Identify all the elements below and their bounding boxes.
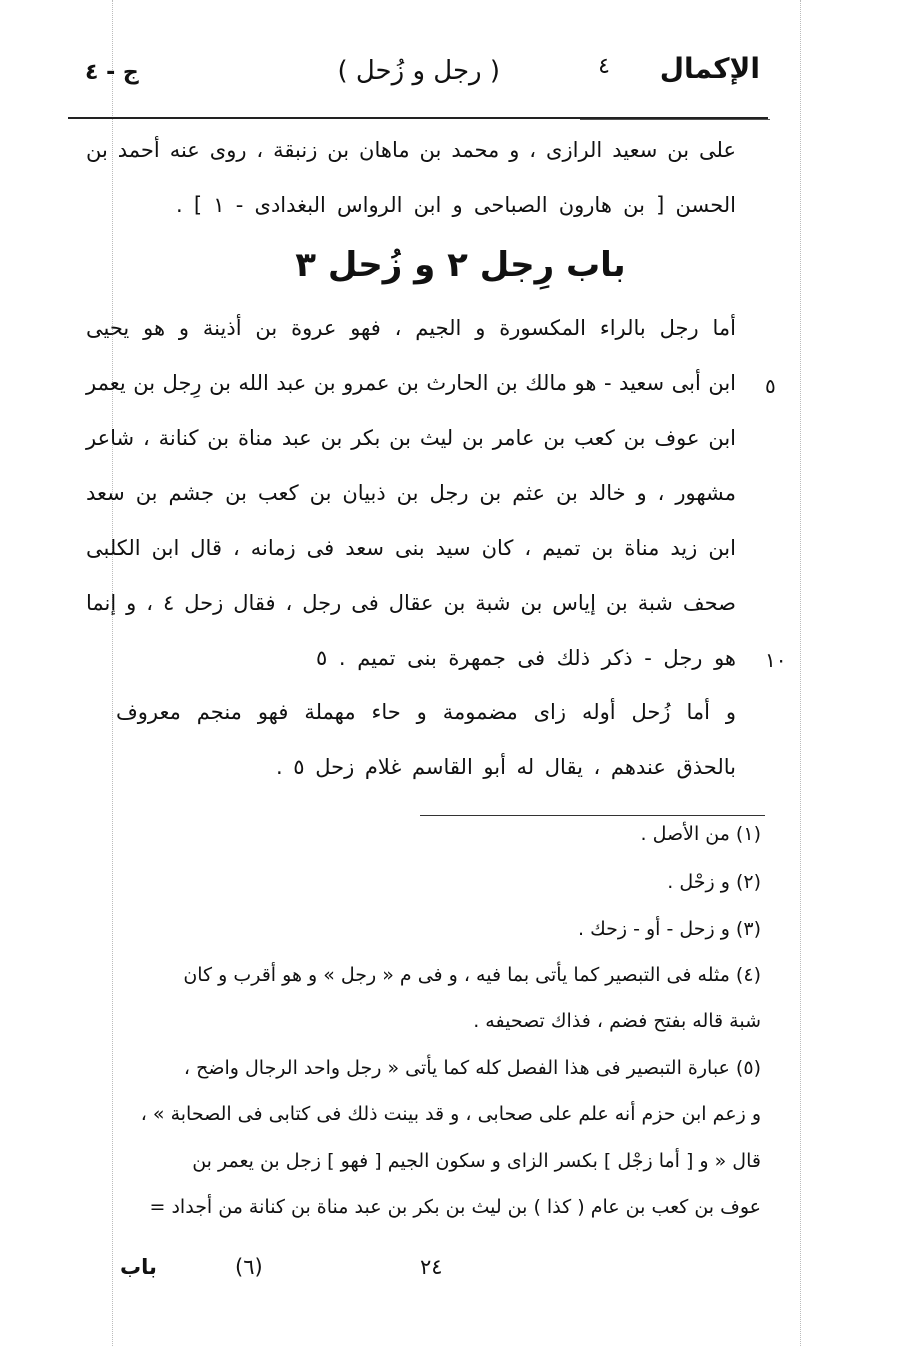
- running-header: [85, 52, 760, 102]
- scan-edge-right: [800, 0, 807, 1346]
- catchword: باب: [120, 1255, 157, 1279]
- para1-line-6: صحف شبة بن إياس بن شبة بن عقال فى رجل ، فقال زحل ٤ ، و إنما: [86, 591, 736, 615]
- para1-line-4: مشهور ، و خالد بن عثم بن رجل بن ذبيان بن كعب بن جشم بن سعد: [86, 481, 736, 505]
- footnote-5-cont-3: عوف بن كعب بن عام ( كذا ) بن ليث بن بكر بن عبد مناة بن كنانة من أجداد =: [149, 1196, 761, 1218]
- section-title: ( رجل و زُحل ): [337, 56, 500, 86]
- footnote-4-cont: شبة قاله بفتح فضم ، فذاك تصحيفه .: [473, 1010, 761, 1032]
- line-number-5: ٥: [765, 374, 776, 398]
- line-number-10: ١٠: [765, 648, 787, 672]
- footnote-3: (٣) و زحل - أو - زحك .: [578, 918, 761, 940]
- signature-mark: (٦): [235, 1255, 263, 1279]
- para2-line-1: و أما زُحل أوله زاى مضمومة و حاء مهملة فهو منجم معروف: [116, 700, 736, 724]
- footnote-5-cont-1: و زعم ابن حزم أنه علم على صحابى ، و قد بينت ذلك فى كتابى فى الصحابة » ،: [140, 1103, 761, 1125]
- para1-line-3: ابن عوف بن كعب بن عامر بن ليث بن بكر بن عبد مناة بن كنانة ، شاعر: [86, 426, 736, 450]
- page-footer: [100, 1255, 760, 1285]
- footnote-2: (٢) و زحْل .: [667, 871, 761, 893]
- para1-line-2: ابن أبى سعيد - هو مالك بن الحارث بن عمرو بن عبد الله بن رِجل بن يعمر: [86, 371, 736, 395]
- page-number: ٢٤: [420, 1255, 443, 1279]
- volume-number: ج - ٤: [85, 60, 139, 85]
- para1-line-7: هو رجل - ذكر ذلك فى جمهرة بنى تميم . ٥: [316, 646, 736, 670]
- paragraph-rajul: [86, 318, 736, 698]
- intro-line-1: على بن سعيد الرازى ، و محمد بن ماهان بن زنبقة ، روى عنه أحمد بن: [86, 138, 736, 162]
- para2-line-2: بالحذق عندهم ، يقال له أبو القاسم غلام زحل ٥ .: [276, 755, 736, 779]
- footnote-4: (٤) مثله فى التبصير كما يأتى بما فيه ، و فى م « رجل » و هو أقرب و كان: [183, 964, 761, 986]
- book-title: الإكمال: [659, 52, 760, 85]
- intro-paragraph: [86, 140, 736, 240]
- volume-mark: ٤: [598, 54, 610, 79]
- para1-line-1: أما رجل بالراء المكسورة و الجيم ، فهو عروة بن أذينة و هو يحيى: [86, 316, 736, 340]
- para1-line-5: ابن زيد مناة بن تميم ، كان سيد بنى سعد فى زمانه ، قال ابن الكلبى: [86, 536, 736, 560]
- footnote-1: (١) من الأصل .: [640, 823, 761, 845]
- chapter-title: باب رِجل ٢ و زُحل ٣: [295, 245, 626, 285]
- footnote-rule: [420, 815, 765, 816]
- intro-line-2: الحسن [ بن هارون الصباحى و ابن الرواس البغدادى - ١ ] .: [176, 193, 737, 217]
- paragraph-zuhal: [86, 702, 736, 802]
- footnote-5-cont-2: قال « و [ أما زجْل ] بكسر الزاى و سكون الجيم [ فهو ] زجل بن يعمر بن: [192, 1150, 761, 1172]
- header-rule-secondary: [580, 119, 770, 120]
- footnote-5: (٥) عبارة التبصير فى هذا الفصل كله كما يأتى « رجل واحد الرجال واضح ،: [183, 1057, 761, 1079]
